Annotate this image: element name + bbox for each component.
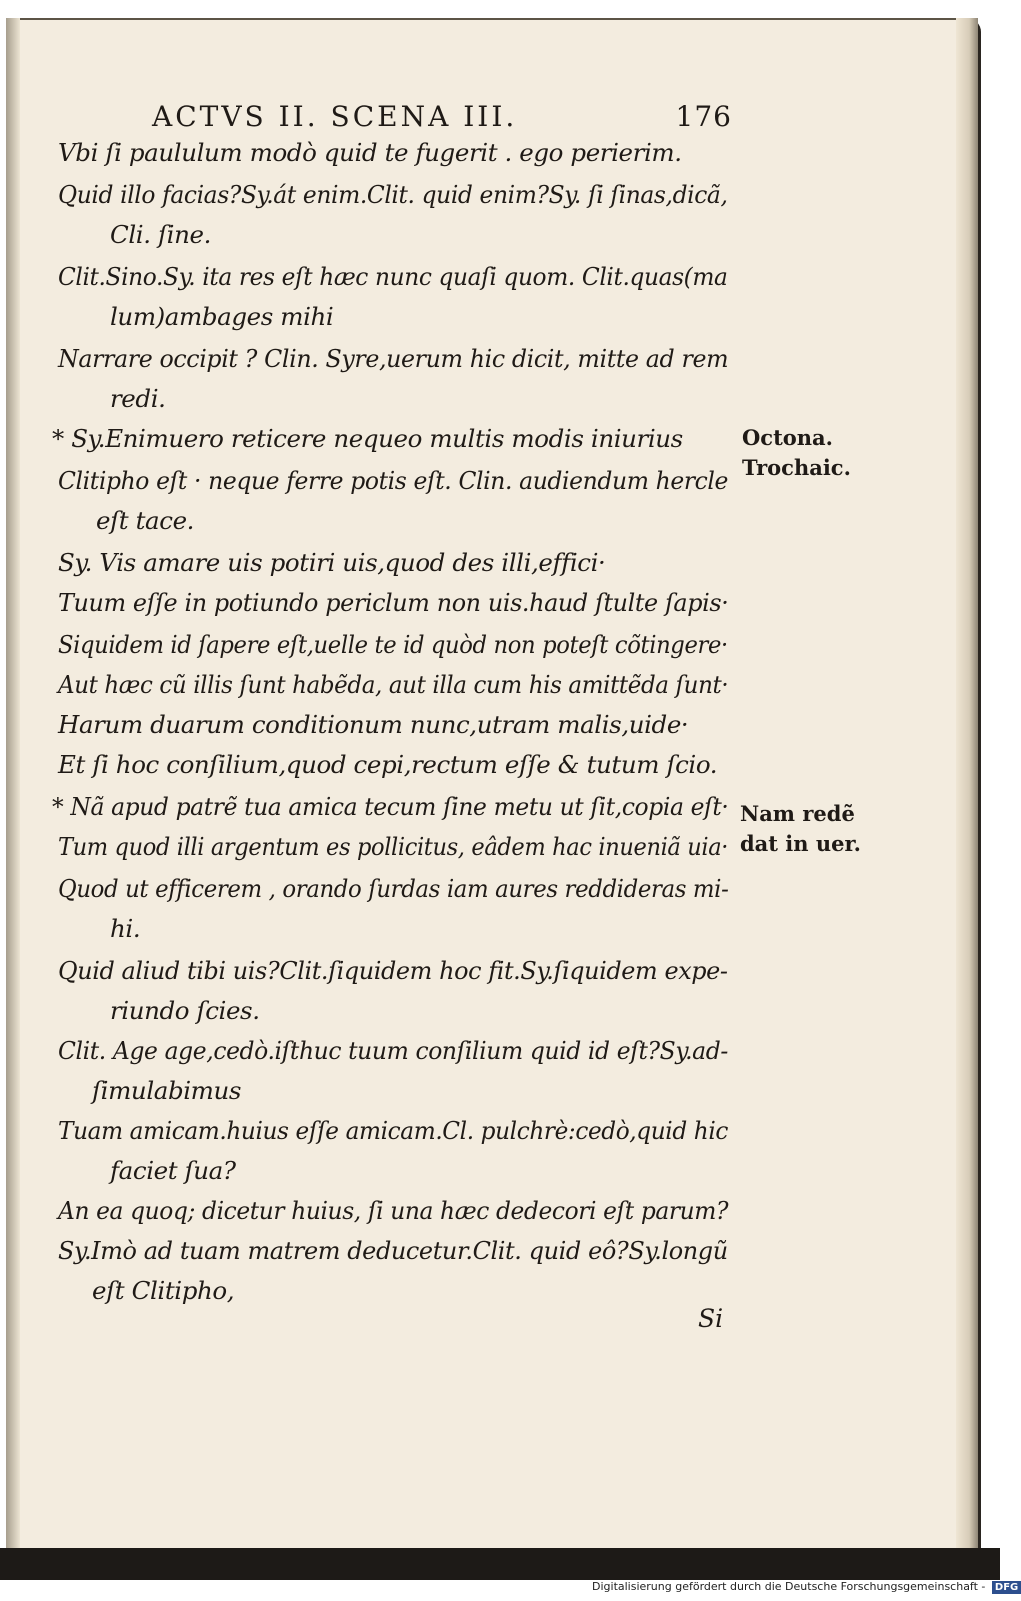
text-line: Cli. ſine.: [110, 220, 211, 249]
text-line: Quid aliud tibi uis?Clit.ſiquidem hoc fit.Sy.ſiquidem expe-: [58, 956, 728, 985]
text-line: Aut hæc cũ illis ſunt habẽda, aut illa cum his amittẽda ſunt·: [58, 670, 729, 699]
text-line: Clitipho eſt · neque ferre potis eſt. Clin. audiendum hercle: [58, 466, 729, 495]
text-line: hi.: [110, 914, 141, 943]
text-line: An ea quoq; dicetur huius, ſi una hæc dedecori eſt parum?: [58, 1196, 729, 1225]
marginal-note-meter-1: Octona.: [742, 425, 833, 450]
text-line: redi.: [110, 384, 166, 413]
running-title: ACTVS II. SCENA III.: [152, 100, 518, 133]
text-line: Clit.Sino.Sy. ita res eſt hæc nunc quaſi quom. Clit.quas(ma: [58, 262, 728, 291]
text-line: Vbi ſi paululum modò quid te fugerit . ego perierim.: [58, 138, 682, 167]
text-line: * Nã apud patrẽ tua amica tecum ſine metu ut ſit,copia eſt·: [52, 792, 729, 821]
catchword: Si: [698, 1304, 724, 1333]
credit-text: Digitalisierung gefördert durch die Deutsche Forschungsgemeinschaft -: [592, 1580, 986, 1593]
book-cover-edge: [0, 1548, 1000, 1580]
digitization-credit: [592, 1580, 1021, 1594]
text-line: Narrare occipit ? Clin. Syre,uerum hic dicit, mitte ad rem: [58, 344, 729, 373]
text-line: ſimulabimus: [92, 1076, 242, 1105]
text-line: Quid illo facias?Sy.át enim.Clit. quid enim?Sy. ſi ſinas,dicã,: [58, 180, 728, 209]
text-line: Siquidem id ſapere eſt,uelle te id quòd non poteſt cõtingere·: [58, 630, 728, 659]
text-line: Harum duarum conditionum nunc,utram malis,uide·: [58, 710, 689, 739]
text-line: lum)ambages mihi: [110, 302, 334, 331]
text-line: Tum quod illi argentum es pollicitus, eâdem hac inueniã uia·: [58, 832, 729, 861]
text-line: Tuum eſſe in potiundo periclum non uis.haud ſtulte ſapis·: [58, 588, 729, 617]
marginal-note-meter-2: Trochaic.: [742, 455, 851, 480]
text-line: riundo ſcies.: [110, 996, 260, 1025]
marginal-note-reading-2: dat in uer.: [740, 831, 861, 856]
dfg-logo: DFG: [992, 1581, 1021, 1594]
text-line: Sy. Vis amare uis potiri uis,quod des illi,effici·: [58, 548, 606, 577]
text-line: Et ſi hoc conſilium,quod cepi,rectum eſſe & tutum ſcio.: [58, 750, 718, 779]
folio-number: 176: [675, 100, 732, 133]
text-line: eſt tace.: [96, 506, 195, 535]
page-fore-edge: [956, 18, 978, 1570]
text-line: faciet ſua?: [110, 1156, 236, 1185]
text-line: Clit. Age age,cedò.iſthuc tuum conſilium quid id eſt?Sy.ad-: [58, 1036, 728, 1065]
text-line: Tuam amicam.huius eſſe amicam.Cl. pulchrè:cedò,quid hic: [58, 1116, 728, 1145]
text-line: Quod ut efficerem , orando ſurdas iam aures reddideras mi-: [58, 874, 729, 903]
marginal-note-reading-1: Nam redẽ: [740, 801, 855, 826]
text-line: Sy.Imò ad tuam matrem deducetur.Clit. quid eô?Sy.longũ: [58, 1236, 728, 1265]
text-line: * Sy.Enimuero reticere nequeo multis modis iniurius: [52, 424, 683, 453]
text-line: eſt Clitipho,: [92, 1276, 235, 1305]
